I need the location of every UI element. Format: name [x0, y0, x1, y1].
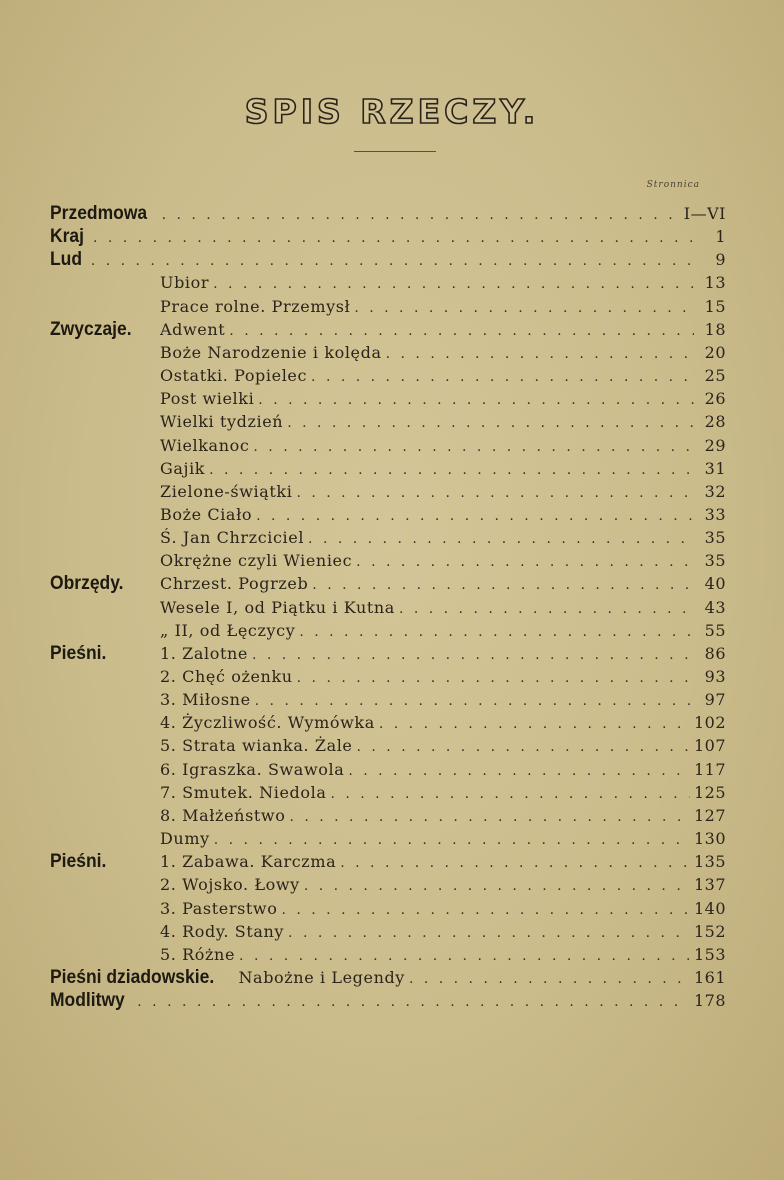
toc-page-number: 127 — [693, 805, 726, 825]
page-column-header: Stronnica — [646, 180, 700, 190]
toc-entry-title: 5. Różne — [160, 944, 236, 964]
toc-row — [50, 665, 726, 689]
toc-entry-title: 8. Małżeństwo — [160, 805, 286, 825]
toc-row — [50, 572, 726, 596]
toc-section-heading: Lud — [50, 249, 83, 271]
dot-leader — [356, 550, 694, 574]
toc-page-number: 9 — [715, 250, 726, 270]
dot-leader — [209, 458, 694, 482]
dot-leader — [287, 411, 694, 435]
dot-leader — [256, 504, 694, 528]
dot-leader — [379, 712, 690, 736]
dot-leader — [340, 851, 690, 875]
toc-page-number: 135 — [693, 852, 726, 872]
dot-leader — [137, 990, 690, 1014]
toc-page-number: 178 — [693, 991, 726, 1011]
toc-entry-title: Prace rolne. Przemysł — [160, 296, 351, 316]
toc-entry-title: Wielkanoc — [160, 435, 250, 455]
dot-leader — [399, 597, 694, 621]
toc-entry-title: Wielki tydzień — [160, 412, 284, 432]
dot-leader — [357, 735, 690, 759]
dot-leader — [409, 967, 690, 991]
toc-page-number: 97 — [704, 690, 726, 710]
toc-row — [50, 920, 726, 944]
toc-section-heading: Pieśni. — [50, 642, 107, 664]
toc-entry-title: 5. Strata wianka. Żale — [160, 736, 353, 756]
toc-page-number: 152 — [693, 921, 726, 941]
toc-row — [50, 827, 726, 851]
dot-leader — [312, 573, 694, 597]
toc-row — [50, 966, 726, 990]
toc-entry-title: 7. Smutek. Niedola — [160, 782, 327, 802]
toc-entry-title: 6. Igraszka. Swawola — [160, 759, 345, 779]
toc-row — [50, 596, 726, 620]
toc-page-number: 55 — [704, 620, 726, 640]
toc-entry-title: 2. Chęć ożenku — [160, 667, 293, 686]
toc-row — [50, 202, 726, 226]
dot-leader — [296, 481, 694, 505]
dot-leader — [229, 319, 694, 343]
toc-page-number: 35 — [704, 551, 726, 571]
toc-page-number: 161 — [693, 967, 726, 987]
toc-page-number: 13 — [704, 273, 726, 293]
dot-leader — [354, 296, 694, 320]
toc-page-number: 15 — [704, 296, 726, 316]
toc-row — [50, 364, 726, 388]
dot-leader — [288, 921, 690, 945]
dot-leader — [386, 342, 694, 366]
toc-entry-title: Chrzest. Pogrzeb — [160, 574, 309, 594]
toc-page-number: 130 — [693, 829, 726, 849]
dot-leader — [299, 620, 694, 644]
toc-section-heading: Modlitwy — [50, 990, 125, 1012]
toc-entry-title: Okrężne czyli Wieniec — [160, 551, 353, 571]
toc-page-number: 35 — [704, 528, 726, 548]
toc-entry-title: 1. Zalotne — [160, 643, 248, 663]
dot-leader — [162, 203, 680, 227]
dot-leader — [304, 874, 690, 898]
toc-page-number: 102 — [693, 713, 726, 733]
toc-page-number: 93 — [704, 667, 726, 686]
toc-page-number: 20 — [704, 342, 726, 362]
toc-entry-title: Dumy — [160, 829, 210, 849]
toc-entry-title: 3. Pasterstwo — [160, 898, 278, 918]
toc-page-number: 43 — [704, 597, 726, 617]
toc-page-number: 125 — [693, 782, 726, 802]
toc-row — [50, 387, 726, 411]
toc-row — [50, 711, 726, 735]
toc-entry-title: 4. Życzliwość. Wymówka — [160, 713, 375, 733]
toc-entry-title: Zielone-świątki — [160, 481, 293, 501]
dot-leader — [255, 689, 694, 713]
toc-page-number: 137 — [693, 875, 726, 895]
toc-row — [50, 642, 726, 666]
dot-leader — [252, 643, 694, 667]
toc-entry-title: Post wielki — [160, 389, 255, 409]
toc-row — [50, 758, 726, 782]
dot-leader — [308, 527, 694, 551]
toc-row — [50, 480, 726, 504]
toc-page-number: 86 — [704, 643, 726, 663]
toc-row — [50, 318, 726, 342]
toc-row — [50, 850, 726, 874]
toc-row — [50, 943, 726, 967]
toc-entry-title: 4. Rody. Stany — [160, 921, 285, 941]
toc-row — [50, 434, 726, 458]
toc-row — [50, 781, 726, 805]
toc-row — [50, 897, 726, 921]
toc-section-heading: Przedmowa — [50, 203, 148, 224]
toc-entry-title: Gajik — [160, 458, 206, 478]
toc-row — [50, 295, 726, 319]
toc-row — [50, 526, 726, 550]
toc-section-heading: Pieśni dziadowskie. — [50, 966, 215, 988]
toc-row — [50, 341, 726, 365]
toc-page-number: 26 — [704, 389, 726, 409]
toc-entry-title: Ś. Jan Chrzciciel — [160, 528, 305, 548]
toc-entry-title: 2. Wojsko. Łowy — [160, 875, 300, 895]
toc-entry-title: Adwent — [160, 319, 226, 339]
dot-leader — [253, 435, 694, 459]
toc-page-number: 18 — [704, 319, 726, 339]
toc-row — [50, 619, 726, 643]
toc-page-number: 28 — [704, 412, 726, 432]
dot-leader — [330, 782, 689, 806]
toc-entry-title: „ II, od Łęczycy — [160, 620, 296, 640]
toc-entry-title: Ubior — [160, 273, 210, 293]
toc-page-number: I—VI — [683, 204, 726, 223]
toc-row — [50, 989, 726, 1013]
toc-row — [50, 248, 726, 272]
toc-page-number: 1 — [715, 227, 726, 247]
toc-section-heading: Kraj — [50, 226, 85, 248]
toc-section-heading: Pieśni. — [50, 851, 107, 873]
toc-entry-title: Boże Ciało — [160, 504, 253, 524]
toc-row — [50, 271, 726, 295]
toc-entry-title: Ostatki. Popielec — [160, 366, 308, 386]
toc-page-number: 25 — [704, 366, 726, 386]
toc-row — [50, 688, 726, 712]
toc-page-number: 33 — [704, 504, 726, 524]
toc-entry-title: Wesele I, od Piątku i Kutna — [160, 597, 395, 617]
toc-page-number: 32 — [704, 481, 726, 501]
toc-page-number: 29 — [704, 435, 726, 455]
toc-page-number: 153 — [693, 944, 726, 964]
toc-row — [50, 804, 726, 828]
dot-leader — [258, 388, 694, 412]
title-divider — [354, 151, 436, 152]
toc-row — [50, 873, 726, 897]
toc-row — [50, 734, 726, 758]
toc-row — [50, 549, 726, 573]
toc-page-number: 107 — [693, 736, 726, 756]
toc-entry-title: Nabożne i Legendy — [238, 967, 405, 987]
toc-page-number: 140 — [693, 898, 726, 918]
toc-row — [50, 410, 726, 434]
toc-row — [50, 503, 726, 527]
dot-leader — [239, 944, 690, 968]
dot-leader — [214, 828, 690, 852]
dot-leader — [297, 666, 694, 690]
toc-entry-title: Boże Narodzenie i kolęda — [160, 342, 382, 362]
toc-section-heading: Zwyczaje. — [50, 318, 132, 340]
dot-leader — [93, 226, 694, 250]
dot-leader — [311, 365, 694, 389]
toc-page-number: 40 — [704, 574, 726, 594]
dot-leader — [348, 759, 690, 783]
toc-row — [50, 457, 726, 481]
toc-entry-title: 3. Miłosne — [160, 690, 251, 710]
toc-page-number: 31 — [704, 458, 726, 478]
toc-page-number: 117 — [693, 759, 726, 779]
page-title: SPIS RZECZY. — [244, 92, 540, 131]
dot-leader — [289, 805, 690, 829]
toc-row — [50, 225, 726, 249]
dot-leader — [213, 272, 694, 296]
dot-leader — [91, 249, 694, 273]
toc-section-heading: Obrzędy. — [50, 573, 124, 595]
toc-entry-title: 1. Zabawa. Karczma — [160, 852, 337, 872]
dot-leader — [281, 898, 689, 922]
